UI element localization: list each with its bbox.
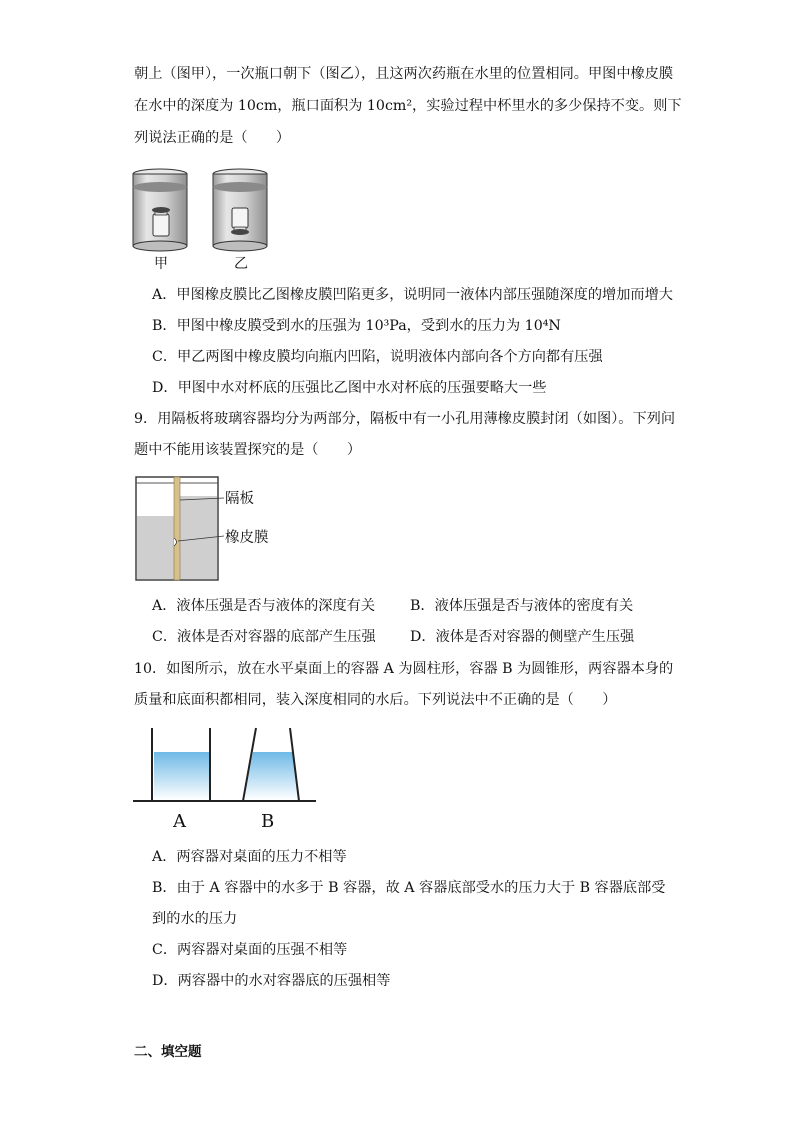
- q10-option-a: A．两容器对桌面的压力不相等: [152, 849, 347, 865]
- q8-label-yi: 乙: [234, 256, 248, 272]
- q8-option-a: A．甲图橡皮膜比乙图橡皮膜凹陷更多，说明同一液体内部压强随深度的增加而增大: [152, 287, 673, 303]
- q10-option-d: D．两容器中的水对容器底的压强相等: [152, 973, 391, 989]
- q9-option-b: B．液体压强是否与液体的密度有关: [410, 598, 634, 614]
- q9-stem-line-1: 9．用隔板将玻璃容器均分为两部分，隔板中有一小孔用薄橡皮膜封闭（如图）。下列问: [134, 411, 676, 427]
- q8-label-jia: 甲: [154, 256, 168, 272]
- q9-stem-line-2: 题中不能用该装置探究的是（ ）: [134, 442, 362, 458]
- q10-stem-line-1: 10．如图所示，放在水平桌面上的容器 A 为圆柱形，容器 B 为圆锥形，两容器本身的: [134, 661, 674, 677]
- q10-option-b: B．由于 A 容器中的水多于 B 容器，故 A 容器底部受水的压力大于 B 容器底部受: [152, 880, 666, 896]
- q8-stem-line-3: 列说法正确的是（ ）: [134, 130, 291, 146]
- q10-figure: [130, 724, 320, 806]
- q10-option-c: C．两容器对桌面的压强不相等: [152, 942, 348, 958]
- beaker-jia: [133, 169, 187, 251]
- q8-stem-line-1: 朝上（图甲），一次瓶口朝下（图乙），且这两次药瓶在水里的位置相同。甲图中橡皮膜: [134, 66, 674, 82]
- beaker-yi: [213, 169, 267, 251]
- q10-label-a: A: [173, 811, 186, 832]
- q10-label-b: B: [261, 811, 275, 832]
- q8-option-d: D．甲图中水对杯底的压强比乙图中水对杯底的压强要略大一些: [152, 380, 547, 396]
- q10-option-b-cont: 到的水的压力: [152, 911, 238, 927]
- q9-label-partition: 隔板: [225, 491, 254, 507]
- q8-option-c: C．甲乙两图中橡皮膜均向瓶内凹陷，说明液体内部向各个方向都有压强: [152, 349, 603, 365]
- q9-option-c: C．液体是否对容器的底部产生压强: [152, 629, 376, 645]
- q8-option-b: B．甲图中橡皮膜受到水的压强为 10³Pa，受到水的压力为 10⁴N: [152, 318, 561, 334]
- q9-option-d: D．液体是否对容器的侧壁产生压强: [410, 629, 635, 645]
- q10-stem-line-2: 质量和底面积都相同，装入深度相同的水后。下列说法中不正确的是（ ）: [134, 692, 617, 708]
- q8-stem-line-2: 在水中的深度为 10cm，瓶口面积为 10cm²，实验过程中杯里水的多少保持不变。则下: [134, 98, 682, 114]
- q9-option-a: A．液体压强是否与液体的深度有关: [152, 598, 376, 614]
- q9-label-membrane: 橡皮膜: [225, 530, 269, 546]
- section-title: 二、填空题: [134, 1044, 202, 1060]
- q8-figure: [128, 162, 278, 274]
